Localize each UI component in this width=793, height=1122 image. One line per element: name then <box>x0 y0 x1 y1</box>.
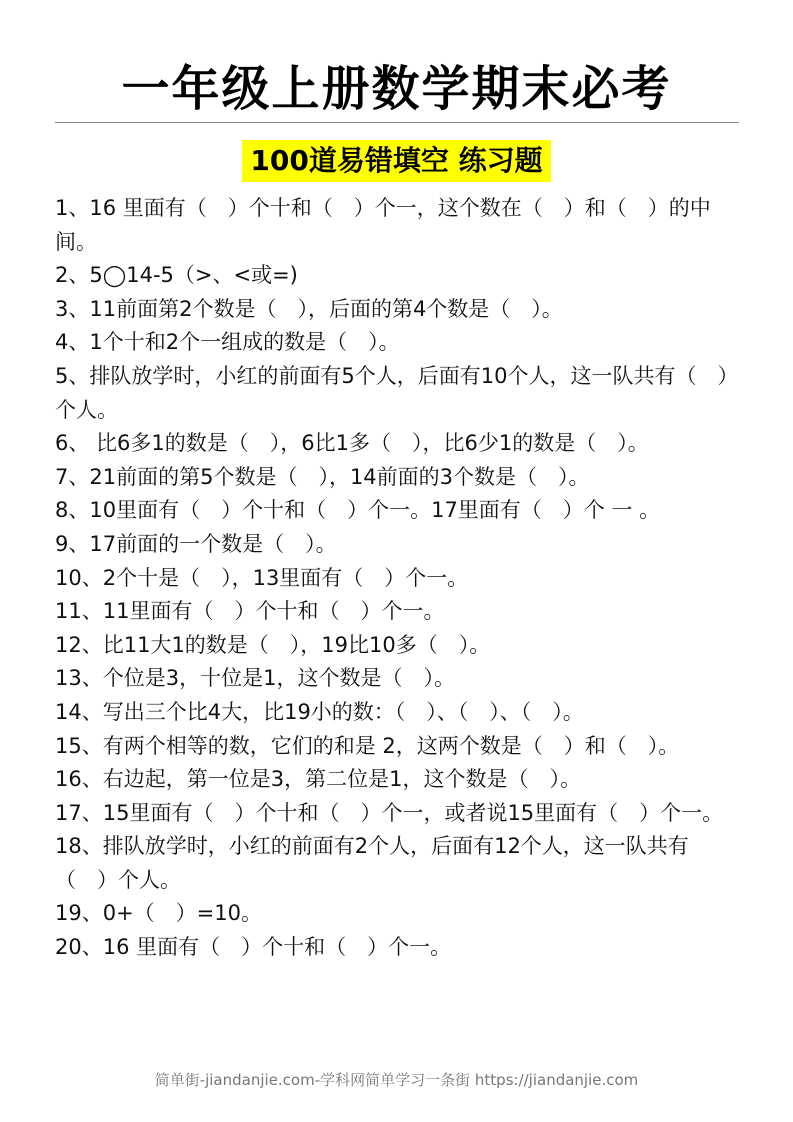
question-item: 20、16 里面有（ ）个十和（ ）个一。 <box>55 935 452 960</box>
question-item: 12、比11大1的数是（ ），19比10多（ ）。 <box>55 632 491 657</box>
question-item: 6、 比6多1的数是（ ），6比1多（ ），比6少1的数是（ ）。 <box>55 431 649 456</box>
question-item: 2、5◯14-5（>、<或=) <box>55 263 298 288</box>
question-item: 3、11前面第2个数是（ ），后面的第4个数是（ ）。 <box>55 296 563 321</box>
question-item: 1、16 里面有（ ）个十和（ ）个一，这个数在（ ）和（ ）的中间。 <box>55 196 711 254</box>
question-item: 18、排队放学时，小红的前面有2个人，后面有12个人，这一队共有（ ）个人。 <box>55 834 689 892</box>
question-item: 7、21前面的第5个数是（ ），14前面的3个数是（ ）。 <box>55 464 590 489</box>
question-item: 17、15里面有（ ）个十和（ ）个一，或者说15里面有（ ）个一。 <box>55 800 724 825</box>
highlighted-subtitle: 100道易错填空 练习题 <box>242 140 550 182</box>
title-divider <box>55 122 739 123</box>
question-item: 4、1个十和2个一组成的数是（ ）。 <box>55 330 400 355</box>
subtitle-container <box>0 140 793 182</box>
question-item: 14、写出三个比4大，比19小的数：（ ）、（ ）、（ ）。 <box>55 699 584 724</box>
question-item: 10、2个十是（ ），13里面有（ ）个一。 <box>55 565 469 590</box>
question-item: 15、有两个相等的数，它们的和是 2，这两个数是（ ）和（ ）。 <box>55 733 680 758</box>
watermark-footer: 简单街-jiandanjie.com-学科网简单学习一条街 https://jiandanjie.com <box>154 1071 639 1089</box>
question-item: 11、11里面有（ ）个十和（ ）个一。 <box>55 599 445 624</box>
question-item: 16、右边起，第一位是3，第二位是1，这个数是（ ）。 <box>55 767 581 792</box>
question-list <box>55 192 741 965</box>
question-item: 9、17前面的一个数是（ ）。 <box>55 531 337 556</box>
question-item: 5、排队放学时，小红的前面有5个人，后面有10个人，这一队共有（ ）个人。 <box>55 363 739 422</box>
page-title: 一年级上册数学期末必考 <box>121 61 672 117</box>
question-item: 13、个位是3，十位是1，这个数是（ ）。 <box>55 666 455 691</box>
question-item: 19、0+（ ）=10。 <box>55 901 262 926</box>
question-item: 8、10里面有（ ）个十和（ ）个一。17里面有（ ）个 一 。 <box>55 498 661 523</box>
